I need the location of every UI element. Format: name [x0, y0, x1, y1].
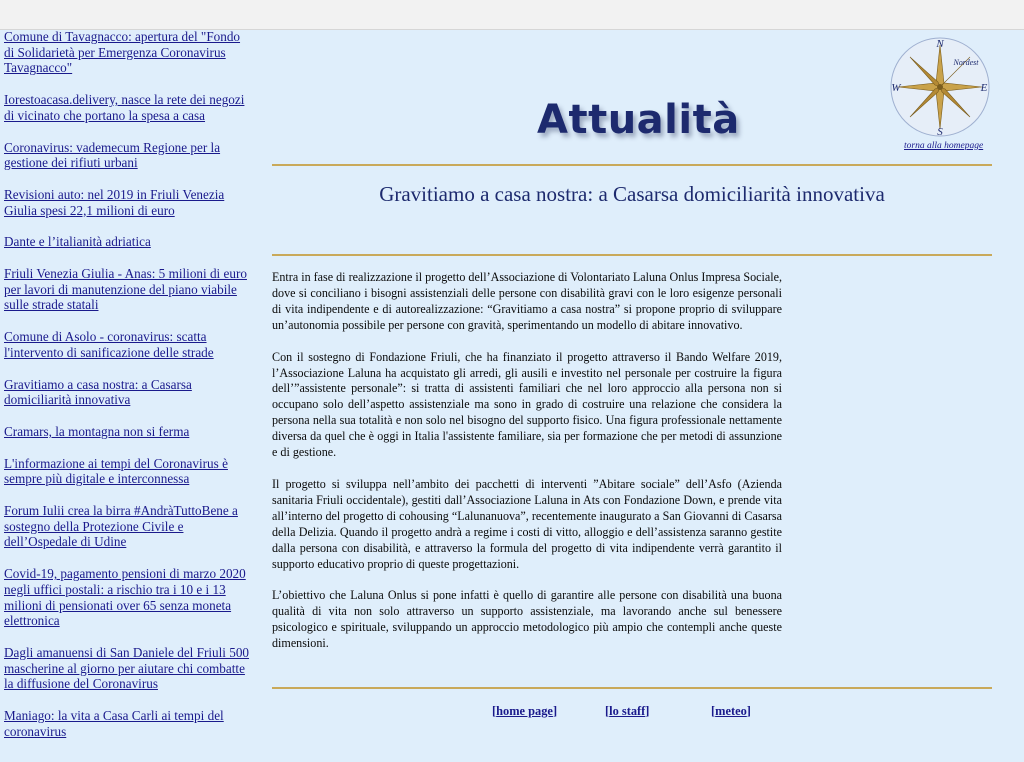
sidebar-link[interactable]: Forum Iulii crea la birra #AndràTuttoBene a sostegno della Protezione Civile e dell’Ospedale di Udine — [4, 503, 238, 550]
footer-home-link[interactable]: [home page] — [492, 704, 558, 718]
sidebar-link[interactable]: Comune di Asolo - coronavirus: scatta l'intervento di sanificazione delle strade — [4, 329, 214, 360]
article-paragraph: L’obiettivo che Laluna Onlus si pone infatti è quello di garantire alle persone con disabilità una buona qualità di vita non solo attraverso un supporto assistenziale, ma lavorando anche sul benessere psicologico e spirituale, sviluppando un approccio metodologico più ampio che contempli anche queste dimensioni. — [272, 588, 782, 651]
sidebar-link[interactable]: Revisioni auto: nel 2019 in Friuli Venezia Giulia spesi 22,1 milioni di euro — [4, 186, 225, 218]
footer-meteo-label: meteo — [715, 704, 747, 718]
sidebar-link[interactable]: Friuli Venezia Giulia - Anas: 5 milioni di euro per lavori di manutenzione del piano viabile sulle strade statali — [4, 266, 247, 313]
article-paragraph: Entra in fase di realizzazione il progetto dell’Associazione di Volontariato Laluna Onlus Impresa Sociale, dove si conciliano i bisogni assistenziali delle persone con disabilità gravi con le loro esigenze personali di vita indipendente e di autorealizzazione: “Gravitiamo a casa nostra” si propone proprio di sviluppare un’autonomia possibile per persone con gravità, sperimentando un modello di abitare innovativo. — [272, 270, 783, 332]
article-paragraph: Il progetto si sviluppa nell’ambito dei pacchetti di interventi ”Abitare sociale” dell’Asfo (Azienda sanitaria Friuli occidentale), gestiti dall’Associazione Laluna in Ats con Fondazione Down, e prende vita all’interno del progetto di cohousing “Lalunanuova”, recentemente inaugurato a San Giovanni di Casarsa della Delizia. Quando il progetto andrà a regime i costi di vitto, alloggio e dell’assistenza saranno gestite dalla persona con disabilità, e attraverso la formula del progetto di vita indipendente verrà garantito il supporto educativo proprio di queste progettazioni. — [272, 476, 782, 571]
sidebar-link[interactable]: Maniago: la vita a Casa Carli ai tempi del coronavirus — [4, 708, 224, 739]
sidebar-link[interactable]: Coronavirus: vademecum Regione per la gestione dei rifiuti urbani — [4, 139, 221, 171]
sidebar-link[interactable]: Iorestoacasa.delivery, nasce la rete dei negozi di vicinato che portano la spesa a casa — [4, 92, 245, 123]
compass-brand-label: Nordest — [953, 58, 979, 67]
browser-top-bar — [0, 0, 1024, 30]
sidebar-link[interactable]: Gravitiamo a casa nostra: a Casarsa domiciliarità innovativa — [4, 376, 192, 408]
article-body — [272, 270, 782, 668]
article-headline: Gravitiamo a casa nostra: a Casarsa domiciliarità innovativa — [379, 182, 885, 206]
section-title: Attualità — [537, 97, 740, 143]
compass-w-label: W — [891, 82, 901, 94]
article-paragraph: Con il sostegno di Fondazione Friuli, che ha finanziato il progetto attraverso il Bando Welfare 2019, l’Associazione Laluna ha acquistato gli arredi, gli ausili e investito nel personale per costruire la figura dell’”assistente personale”: si tratta di assistenti familiari che nel loro approccio alla persona non si occupano solo dell’aspetto assistenziale ma sono in grado di costruire una relazione che considera la persona nella sua totalità e non solo nel bisogno del supporto fisico. Una figura professionale nettamente diversa da quel che è oggi in Italia l'assistente familiare, sia per formazione che per metodi di assunzione e di gestione. — [272, 349, 782, 460]
compass-s-label: S — [937, 126, 943, 138]
divider — [272, 687, 992, 689]
sidebar-link[interactable]: Comune di Tavagnacco: apertura del "Fondo di Solidarietà per Emergenza Coronavirus Tavagnacco" — [4, 29, 241, 76]
divider — [272, 164, 992, 166]
compass-e-label: E — [980, 82, 988, 94]
compass-logo-icon[interactable] — [888, 35, 992, 139]
footer-staff-link[interactable]: [lo staff] — [605, 704, 650, 718]
sidebar-link[interactable]: Cramars, la montagna non si ferma — [4, 423, 190, 439]
sidebar-link[interactable]: Dagli amanuensi di San Daniele del Friuli 500 mascherine al giorno per aiutare chi combatte la diffusione del Coronavirus — [4, 644, 250, 692]
footer-home-label: home page — [496, 704, 553, 718]
sidebar-link[interactable]: L'informazione ai tempi del Coronavirus è sempre più digitale e interconnessa — [4, 455, 228, 487]
homepage-return-link[interactable]: torna alla homepage — [904, 141, 984, 151]
divider — [272, 254, 992, 256]
footer-meteo-link[interactable]: [meteo] — [711, 704, 751, 718]
compass-n-label: N — [936, 38, 944, 50]
sidebar-news-list — [4, 29, 250, 756]
footer-staff-label: lo staff — [609, 704, 646, 718]
sidebar-link[interactable]: Dante e l’italianità adriatica — [4, 234, 151, 250]
sidebar-link[interactable]: Covid-19, pagamento pensioni di marzo 2020 negli uffici postali: a rischio tra i 10 e i 13 milioni di pensionati over 65 senza moneta elettronica — [4, 566, 246, 629]
